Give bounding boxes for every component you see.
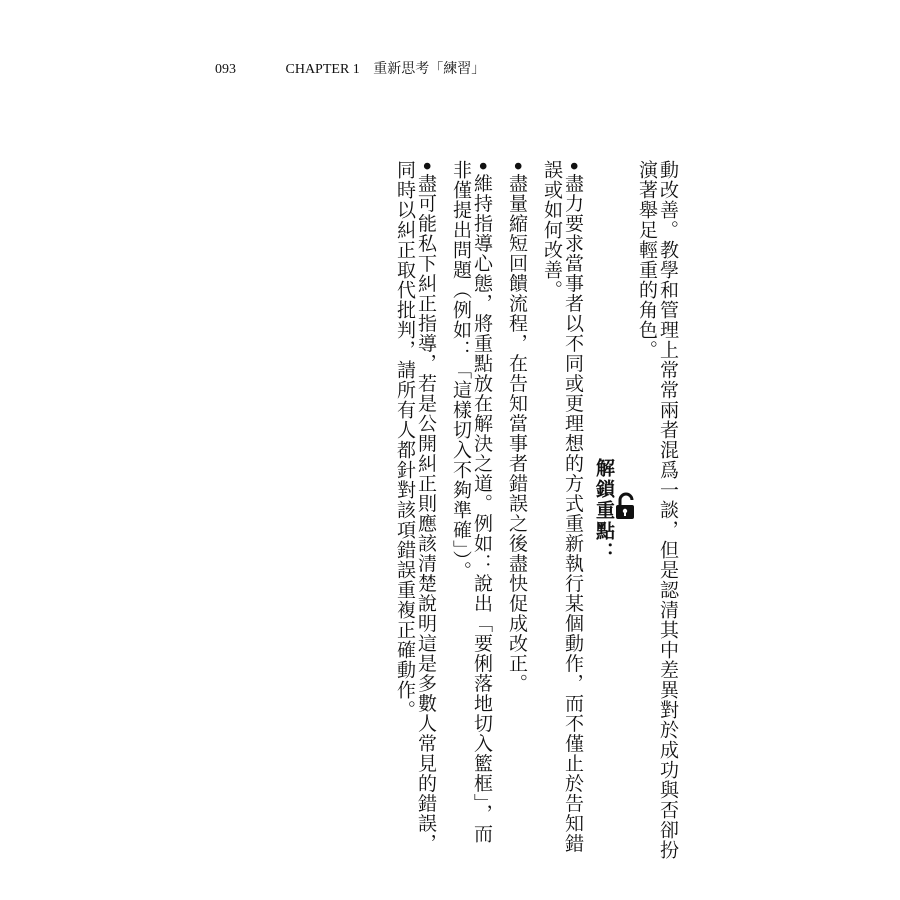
unlock-icon (614, 492, 636, 520)
section-heading (593, 160, 636, 860)
bullet-text: 盡量縮短回饋流程，在告知當事者錯誤之後盡快促成改正。 (506, 173, 528, 694)
running-header (215, 58, 485, 78)
bullet-marker: • (471, 160, 493, 174)
list-item (394, 160, 436, 860)
bullet-marker: • (415, 160, 437, 174)
bullet-text: 維持指導心態，將重點放在解決之道。例如：說出「要俐落地切入籃框」，而非僅提出問題（例如：「這樣切入不夠準確」）。 (450, 160, 493, 844)
list-item (541, 160, 583, 860)
chapter-title: 重新思考「練習」 (373, 62, 486, 77)
bullet-marker: • (562, 160, 584, 174)
page-number: 093 (215, 62, 236, 77)
body-paragraph: 動改善。教學和管理上常常兩者混爲一談，但是認清其中差異對於成功與否卻扮演著舉足輕重的角色。 (636, 160, 679, 860)
section-title: 解鎖重點： (593, 457, 615, 563)
bullet-marker: • (506, 160, 528, 174)
list-item (450, 160, 492, 860)
chapter-label: CHAPTER 1 (285, 62, 360, 77)
vertical-text-body (380, 160, 678, 860)
key-points-list (394, 160, 583, 860)
bullet-text: 盡可能私下糾正指導，若是公開糾正則應該清楚說明這是多數人常見的錯誤，同時以糾正取代批判，請所有人都針對該項錯誤重複正確動作。 (394, 160, 437, 854)
bullet-text: 盡力要求當事者以不同或更理想的方式重新執行某個動作，而不僅止於告知錯誤或如何改善。 (541, 160, 584, 854)
list-item (506, 160, 527, 860)
